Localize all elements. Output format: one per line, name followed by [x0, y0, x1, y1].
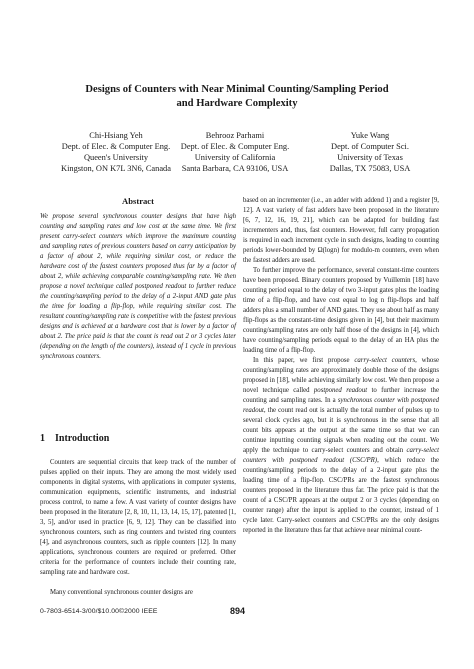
- author-institution: Queen's University: [83, 153, 149, 162]
- p3-text-a: In this paper, we first propose: [253, 357, 355, 364]
- author-institution: University of California: [194, 153, 276, 162]
- abstract-text: We propose several synchronous counter designs that have high counting and sampling rates and low cost at the same time. We first present carry-select counters which improve the maximum counting and sampling rates of previous counters based on carry anticipation by a factor of about 2, while requiring similar cost, or reduce the hardware cost of the fastest counters proposed thus far by a factor of about 2, while achieving comparable counting/sampling rate. We then propose a novel technique called postponed readout to further reduce the counting/sampling period to the delay of a 2-input AND gate plus the time for loading a flip-flop, while requiring similar cost. The resultant counting/sampling rate is competitive with the fastest previous designs and is achieved at a hardware cost that is lower by a factor of about 2. The price paid is that the count is read out 2 or 3 cycles later (depending on the length of the counters), instead of 1 cycle in previous synchronous counters.: [40, 213, 236, 360]
- paper-title: [40, 83, 434, 110]
- author-address: Dallas, TX 75083, USA: [329, 164, 411, 173]
- author-3: [300, 130, 440, 174]
- page-number: 894: [230, 606, 246, 616]
- p3-text-d: , the count read out is actually the total number of pulses up to several clock cycles ago, but it is synchronous in the sense that all count bits appears at the output at the same time so that we can continue inputting counting signals when reading out the count. We apply the technique to carry-select counters and obtain: [243, 407, 439, 454]
- p3-text-b: , whose counting/sampling rates are approximately double those of the designs proposed in [18], while achieving similarly low cost. We then propose a novel technique called: [243, 357, 439, 394]
- p3-emphasis-2: postponed readout: [313, 387, 368, 394]
- intro-paragraph-2: Many conventional synchronous counter designs are: [50, 589, 193, 596]
- p3-text-c: to further increase the counting and sampling rates. In a: [243, 387, 439, 404]
- intro-paragraph-1: Counters are sequential circuits that keep track of the number of pulses applied on their inputs. They are among the most widely used components in digital systems, with applications in computer systems, communication equipments, scientific instruments, and industrial process control, to name a few. A vast variety of counter designs have been proposed in the literature [2, 8, 10, 11, 13, 14, 15, 17], patented [1, 3, 5], and/or used in practice [6, 9, 12]. They can be classified into synchronous counters, such as ring counters and twisted ring counters [4], and asynchronous counters, such as ripple counters [12]. In many applications, synchronous counters are required or preferred. Other criteria for the performance of counters include their counting rate, sampling rate and hardware cost.: [40, 459, 236, 576]
- author-address: Santa Barbara, CA 93106, USA: [181, 164, 289, 173]
- author-institution: University of Texas: [337, 153, 403, 162]
- author-name: Yuke Wang: [350, 131, 390, 140]
- author-name: Chi-Hsiang Yeh: [89, 131, 143, 140]
- author-address: Kingston, ON K7L 3N6, Canada: [61, 164, 171, 173]
- p3-text-e: , which reduce the counting/sampling periods to the delay of a 2-input gate plus the loading time of a flip-flop. CSC/PRs are the fastest synchronous counters proposed in the literature thus far. The price paid is that the count of a CSC/PR appears at the output 2 or 3 cycles (depending on counter range) after the input is applied to the counter, instead of 1 cycle later. Carry-select counters and CSC/PRs are the only designs reported in the literature thus far that achieve near minimal count-: [243, 457, 440, 534]
- p3-emphasis-4: carry-select counters with postponed readout (CSC/PR): [243, 447, 439, 464]
- right-paragraph-3: [243, 356, 439, 536]
- author-dept: Dept. of Elec. & Computer Eng.: [180, 142, 290, 151]
- section-title: Introduction: [55, 433, 110, 444]
- author-2: [165, 130, 305, 174]
- title-line-1: Designs of Counters with Near Minimal Counting/Sampling Period: [85, 84, 389, 95]
- right-paragraph-2: To further improve the performance, several constant-time counters have been proposed. Binary counters proposed by Vuillemin [18] have counting period equal to the delay of two 3-input gates plus the loading time of a flip-flop, and have cost equal to log n flip-flops and half adders plus a small number of AND gates. They use about half as many flip-flops as the constant-time designs given in [4], but their maximum counting/sampling rates are only half those of the designs in [4], which have counting/sampling periods equal to the delay of an HA plus the loading time of a flip-flop.: [243, 267, 439, 354]
- author-name: Behrooz Parhami: [205, 131, 265, 140]
- author-dept: Dept. of Computer Sci.: [331, 142, 409, 151]
- section-number: 1: [40, 433, 45, 444]
- abstract-heading: Abstract: [122, 196, 154, 206]
- p3-emphasis-3: synchronous counter with postponed readout: [243, 397, 439, 414]
- section-heading: [40, 433, 119, 444]
- right-paragraph-1: based on an incrementer (i.e., an adder with addend 1) and a register [9, 12]. A vast variety of fast adders have been proposed in the literature [6, 7, 12, 16, 19, 21], which can be adapted for building fast incrementers and, thus, fast counters. However, full carry propagation is required in each increment cycle in such designs, leading to counting periods lower-bounded by Ω(logn) for modulo-m counters, even when the fastest adders are used.: [243, 197, 439, 264]
- title-line-2: and Hardware Complexity: [176, 97, 298, 109]
- p3-emphasis-1: carry-select counters: [354, 357, 416, 364]
- author-dept: Dept. of Elec. & Computer Eng.: [61, 142, 171, 151]
- footer-isbn: 0-7803-6514-3/00/$10.00©2000 IEEE: [40, 608, 158, 615]
- right-column: [243, 196, 439, 536]
